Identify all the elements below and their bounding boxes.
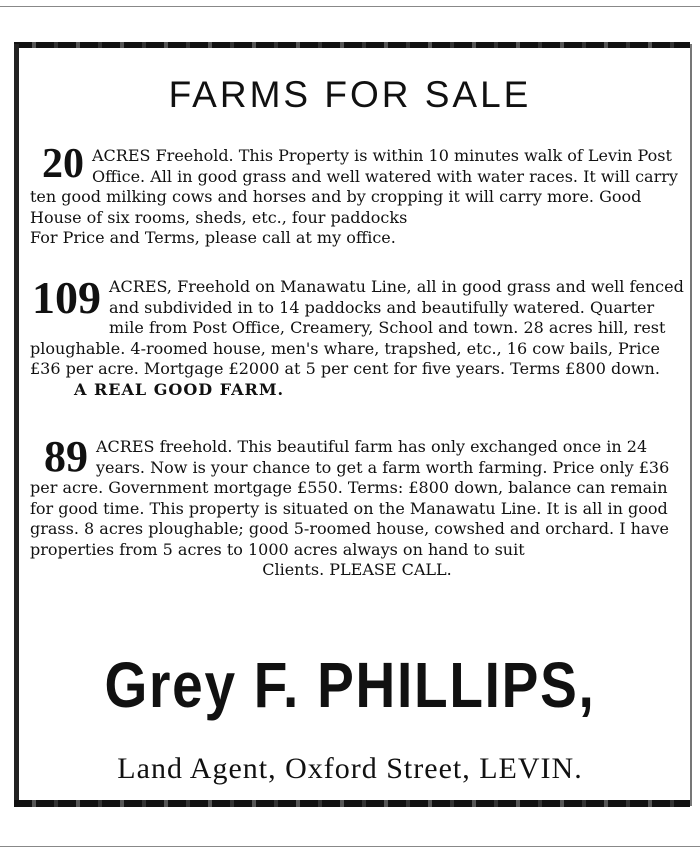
listing-acres: 20	[42, 141, 84, 187]
listing-closing: For Price and Terms, please call at my office.	[30, 228, 396, 247]
border-right	[690, 44, 692, 806]
bottom-rule	[0, 846, 700, 847]
listing-closing: Clients. PLEASE CALL.	[262, 560, 452, 579]
top-rule	[0, 6, 700, 7]
listing-text: ACRES Freehold. This Property is within 10 minutes walk of Levin Post Office. All in good grass and well watered with water races. It will carry ten good milking cows and horses and by cropping it will carry more. Good House of six rooms, sheds, etc., four paddocks	[30, 146, 678, 227]
listing-20-acres	[30, 141, 684, 249]
listing-109-acres	[30, 272, 684, 400]
advert-title: FARMS FOR SALE	[168, 74, 532, 115]
agent-name: Grey F. PHILLIPS,	[104, 649, 596, 721]
listing-text: ACRES, Freehold on Manawatu Line, all in good grass and well fenced and subdivided in to 14 paddocks and beautifully watered. Quarter mile from Post Office, Creamery, School and town. 28 acres hill, rest ploughable. 4-roomed house, men's whare, trapshed, etc., 16 cow bails, Price £36 per acre. Mortgage £2000 at 5 per cent for five years. Terms £800 down.	[30, 277, 684, 378]
listing-text: ACRES freehold. This beautiful farm has only exchanged once in 24 years. Now is your chance to get a farm worth farming. Price only £36 per acre. Government mortgage £550. Terms: £800 down, balance can remain for good time. This property is situated on the Manawatu Line. It is all in good grass. 8 acres ploughable; good 5-roomed house, cowshed and orchard. I have properties from 5 acres to 1000 acres always on hand to suit	[30, 437, 670, 559]
listing-acres: 109	[32, 272, 101, 323]
border-left	[14, 44, 19, 806]
listing-closing: A REAL GOOD FARM.	[74, 379, 285, 399]
border-top	[14, 42, 690, 48]
listing-acres: 89	[44, 432, 88, 481]
border-bottom	[14, 800, 690, 807]
listing-89-acres	[30, 432, 684, 581]
agent-address: Land Agent, Oxford Street, LEVIN.	[117, 752, 583, 785]
